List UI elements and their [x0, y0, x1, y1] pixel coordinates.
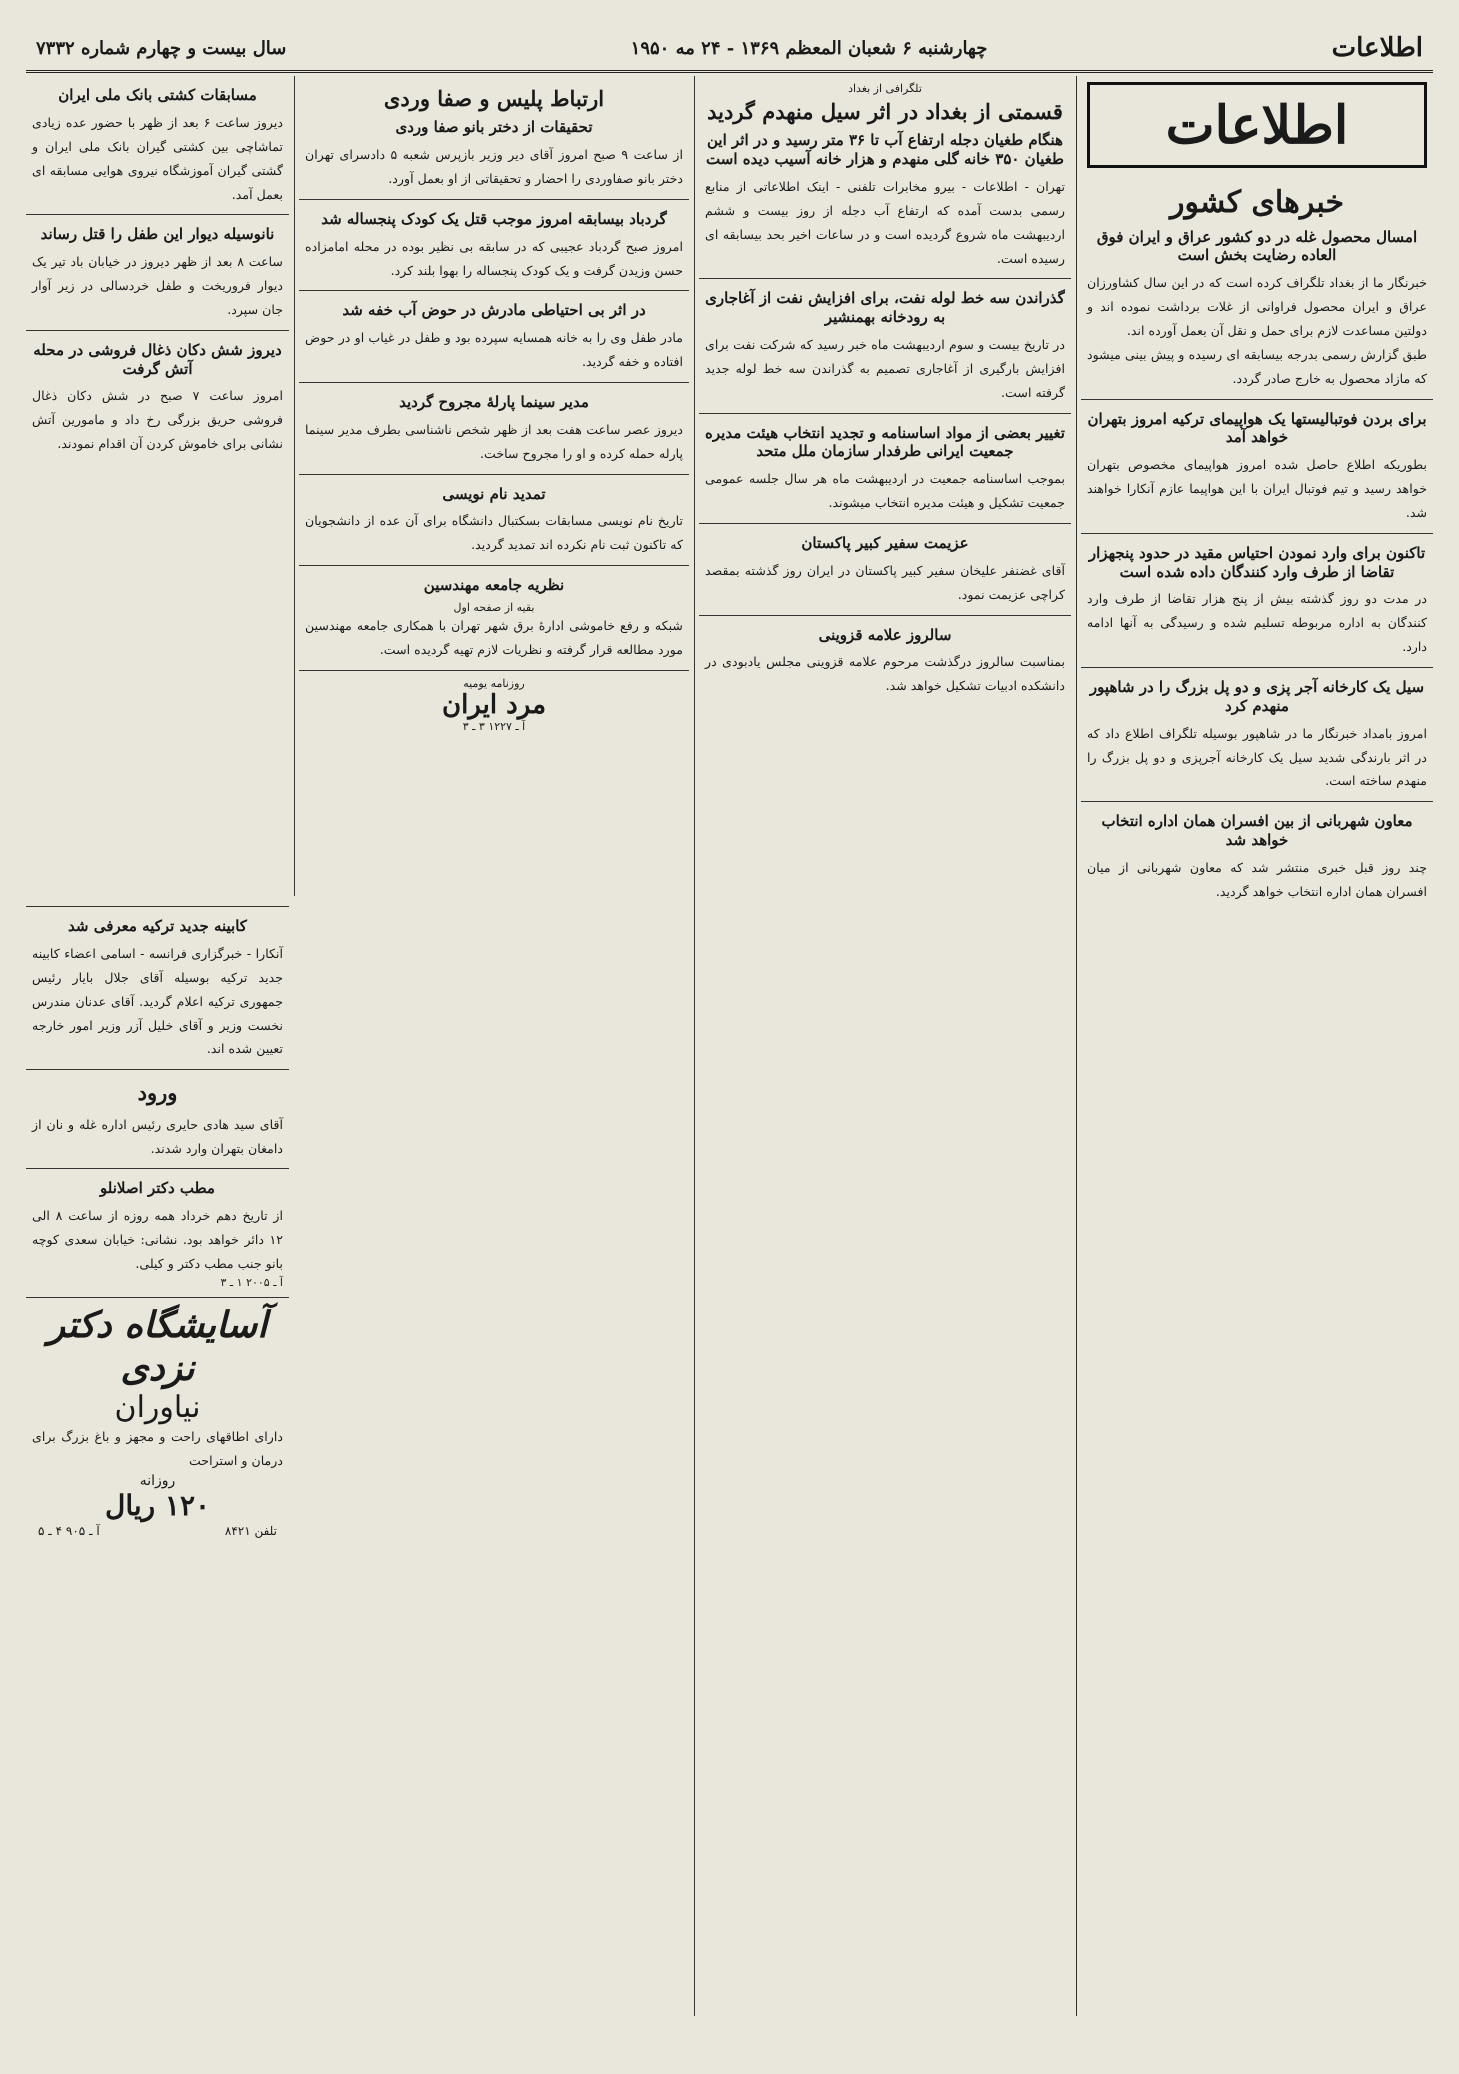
sanatorium-body: دارای اطاقهای راحت و مجهز و باغ بزرگ برای درمان و استراحت	[32, 1429, 283, 1469]
wrestling-news	[26, 76, 289, 215]
clinic-code: آ ـ ۲۰۰۵ ۱ ـ ۳	[220, 1275, 283, 1289]
headline-clinic: مطب دکتر اصلانلو	[100, 1179, 215, 1198]
sanatorium-subtitle: نیاوران	[114, 1390, 201, 1426]
safavardi-news	[299, 76, 689, 200]
headline-engineers: نظریه جامعه مهندسین	[423, 576, 565, 595]
article-pipe: در تاریخ بیست و سوم اردیبهشت ماه خبر رسید که شرکت نفت برای افزایش بارگیری از آغاجاری تصمیم به گذراندن سه خط لوله جدید گرفته است.	[705, 336, 1065, 400]
sanatorium-price-label: روزانه	[139, 1473, 176, 1490]
headline-anniversary: سالروز علامه قزوینی	[818, 625, 952, 644]
sanatorium-phone: تلفن ۸۴۲۱	[224, 1524, 277, 1539]
article-drowning: مادر طفل وی را به خانه همسایه سپرده بود و طفل در غیاب او در حوض افتاده و خفه گردید.	[305, 330, 683, 370]
sanatorium-title: آسایشگاه دکتر نزدی	[47, 1303, 268, 1390]
anniversary	[699, 616, 1071, 707]
article-import: در مدت دو روز گذشته بیش از پنج هزار تقاضا از طرف وارد کنندگان به اداره مربوطه تسلیم شده و رسیدگی به آنها ادامه دارد.	[1087, 591, 1427, 655]
article-flood: امروز بامداد خبرنگار ما در شاهپور بوسیله تلگراف اطلاع داد که در اثر بارندگی شدید سیل یک کارخانه آجرپزی و دو پل بزرگ را منهدم ساخته است.	[1087, 725, 1427, 789]
football-news	[1081, 400, 1433, 534]
import-news	[1081, 534, 1433, 668]
sanatorium-price: ۱۲۰ ریال	[104, 1489, 211, 1523]
headline-pipe: گذراندن سه خط لوله نفت، برای افزایش نفت از آغاجاری به رودخانه بهمنشیر	[705, 289, 1065, 327]
newspaper-page	[26, 26, 1433, 2022]
article-grain-1: خبرنگار ما از بغداد تلگراف کرده است که در این سال کشاورزان عراق و ایران محصول فراوانی از غلات برداشت نموده اند و دولتین مساعدت لازم برای حمل و نقل آن بعمل آورده اند.	[1087, 275, 1427, 338]
headline-baghdad: قسمتی از بغداد در اثر سیل منهدم گردید	[707, 99, 1063, 124]
baghdad-flood	[699, 76, 1071, 279]
headline-pakistan: عزیمت سفیر کبیر پاکستان	[801, 534, 969, 553]
masthead-date: چهارشنبه ۶ شعبان المعظم ۱۳۶۹ - ۲۴ مه ۱۹۵۰	[630, 37, 988, 59]
fire-news	[26, 331, 289, 464]
weekly-code: آ ـ ۱۲۲۷ ۳ ـ ۳	[462, 719, 526, 733]
article-fire: امروز ساعت ۷ صبح در شش دکان ذغال فروشی حریق بزرگی رخ داد و مامورین آتش نشانی برای خاموش کردن آن اقدام نمودند.	[32, 388, 283, 452]
continued-note: بقیه از صفحه اول	[453, 600, 535, 614]
article-wall: ساعت ۸ بعد از ظهر دیروز در خیابان باد تیر یک دیوار فروریخت و طفل خردسالی در زیر آوار جان سپرد.	[32, 254, 283, 318]
sanatorium-ad	[26, 1298, 289, 1548]
pakistan-ambassador	[699, 524, 1071, 616]
sanatorium-footer	[32, 1522, 283, 1540]
article-pakistan: آقای غضنفر علیخان سفیر کبیر پاکستان در ایران روز گذشته بمقصد کراچی عزیمت نمود.	[705, 562, 1065, 602]
oil-pipe	[699, 279, 1071, 413]
article-baghdad: تهران - اطلاعات - بیرو مخابرات تلفنی - اینک اطلاعاتی از منابع رسمی بدست آمده که ارتفاع آب دجله از روز بیست و ششم اردیبهشت ماه شروع گردیده است و در ساعات اخیر بحد بیسابقه ای رسیده است.	[705, 178, 1065, 266]
article-wrestling: دیروز ساعت ۶ بعد از ظهر با حضور عده زیادی تماشاچی بین کشتی گیران بانک ملی ایران و گشتی گیران آموزشگاه نیروی هوایی مسابقه ای بعمل آمد.	[32, 114, 283, 202]
headline-registration: تمدید نام نویسی	[442, 484, 546, 503]
column-divider	[1076, 76, 1077, 2016]
headline-arrival: ورود	[137, 1080, 178, 1106]
article-anniversary: بمناسبت سالروز درگذشت مرحوم علامه قزوینی مجلس یادبودی در دانشکده ادبیات تشکیل خواهد شد.	[705, 654, 1065, 694]
headline-flood: سیل یک کارخانه آجر پزی و دو پل بزرگ را در شاهپور منهدم کرد	[1089, 678, 1425, 715]
weekly-title: روزنامه یومیه	[463, 676, 525, 690]
mard-iran-ad	[299, 671, 689, 741]
article-cabinet: آنکارا - خبرگزاری فرانسه - اسامی اعضاء کابینه جدید ترکیه بوسیله آقای جلال بایار رئیس جمهوری ترکیه اعلام گردید. آقای عدنان مندرس نخست وزیر و آقای خلیل آزر وزیر امور خارجه تعیین شده اند.	[32, 945, 283, 1057]
masthead	[26, 26, 1433, 73]
column-divider	[694, 76, 695, 2016]
sanatorium-code: آ ـ ۹۰۵ ۴ ـ ۵	[38, 1524, 100, 1539]
cinema-news	[299, 383, 689, 475]
headline-wrestling: مسابقات کشتی بانک ملی ایران	[58, 86, 257, 104]
headline-grain: امسال محصول غله در دو کشور عراق و ایران فوق العاده رضایت بخش است	[1096, 227, 1418, 265]
masthead-volume: سال بیست و چهارم شماره ۷۳۳۲	[36, 37, 287, 59]
headline-fire: دیروز شش دکان ذغال فروشی در محله آتش گرفت	[33, 340, 282, 378]
whirlwind-news	[299, 200, 689, 292]
headline-whirlwind: گردباد بیسابقه امروز موجب قتل یک کودک پنجساله شد	[321, 209, 667, 228]
national-news	[1081, 174, 1433, 400]
subhead-safavardi: تحقیقات از دختر بانو صفا وردی	[395, 118, 593, 137]
registration-news	[299, 475, 689, 567]
headline-import: تاکنون برای وارد نمودن احتیاس مقید در حدود پنجهزار تقاضا از طرف وارد کنندگان داده شده است	[1088, 543, 1426, 581]
masthead-issue: اطلاعات	[1331, 33, 1423, 63]
article-safavardi: از ساعت ۹ صبح امروز آقای دیر وزیر بازپرس شعبه ۵ دادسرای تهران دختر بانو صفاوردی را احضار و تحقیقاتی از او بعمل آورد.	[305, 147, 683, 186]
headline-safavardi: ارتباط پلیس و صفا وردی	[383, 86, 605, 111]
headline-un: تغییر بعضی از مواد اساسنامه و تجدید انتخاب هیئت مدیره جمعیت ایرانی طرفدار سازمان ملل متحد	[705, 423, 1065, 461]
lower-left-area	[26, 906, 289, 2017]
headline-police-deputy: معاون شهربانی از بین افسران همان اداره انتخاب خواهد شد	[1101, 812, 1413, 850]
un-society	[699, 414, 1071, 524]
flood-news	[1081, 668, 1433, 802]
subhead-baghdad: هنگام طغیان دجله ارتفاع آب تا ۳۶ متر رسید و در اثر این طغیان ۳۵۰ خانه گلی منهدم و هزار خانه آسیب دیده است	[706, 131, 1064, 168]
newspaper-logo: اطلاعات	[1087, 82, 1427, 168]
headline-drowning: در اثر بی احتیاطی مادرش در حوض آب خفه شد	[342, 301, 646, 320]
clinic-ad	[26, 1169, 289, 1298]
headline-wall: نانوسیله دیوار این طفل را قتل رساند	[40, 225, 275, 244]
headline-cabinet: کابینه جدید ترکیه معرفی شد	[68, 917, 247, 935]
wall-news	[26, 215, 289, 331]
weekly-name: مرد ایران	[441, 689, 547, 720]
article-whirlwind: امروز صبح گردباد عجیبی که در سابقه بی نظیر بوده در محله امامزاده حسن وزیدن گرفت و یک کودک پنجساله را بهوا بلند کرد.	[305, 238, 683, 278]
column-divider	[294, 76, 295, 896]
article-arrival: آقای سید هادی حایری رئیس اداره غله و نان از دامغان بتهران وارد شدند.	[32, 1116, 283, 1156]
section-title: خبرهای کشور	[1169, 185, 1345, 220]
headline-football: برای بردن فوتبالیستها یک هواپیمای ترکیه امروز بتهران خواهد آمد	[1087, 409, 1427, 447]
column-3	[299, 76, 689, 2016]
column-4	[26, 76, 289, 896]
article-un: بموجب اساسنامه جمعیت در اردیبهشت ماه هر سال جلسه عمومی جمعیت تشکیل و هیئت مدیره انتخاب میشوند.	[705, 471, 1065, 511]
headline-cinema: مدیر سینما پارلهٔ مجروح گردید	[399, 393, 589, 412]
cabinet-news	[26, 907, 289, 1070]
column-1	[1081, 76, 1433, 2016]
arrival-news	[26, 1070, 289, 1169]
article-cinema: دیروز عصر ساعت هفت بعد از ظهر شخص ناشناسی بطرف مدیر سینما پارله حمله کرده و او را مجروح ساخت.	[305, 421, 683, 461]
article-police-deputy: چند روز قبل خبری منتشر شد که معاون شهربانی از میان افسران همان اداره انتخاب خواهد گردید.	[1087, 859, 1427, 899]
article-registration: تاریخ نام نویسی مسابقات بسکتبال دانشگاه برای آن عده از دانشجویان که تاکنون ثبت نام نکرده اند تمدید گردید.	[305, 513, 683, 553]
telegram-source: تلگرافی از بغداد	[848, 82, 922, 95]
engineers-news	[299, 566, 689, 671]
article-clinic: از تاریخ دهم خرداد همه روزه از ساعت ۸ الی ۱۲ دائر خواهد بود. نشانی: خیابان سعدی کوچه بانو جنب مطب دکتر و کیلی.	[32, 1208, 283, 1272]
police-news	[1081, 802, 1433, 911]
column-2	[699, 76, 1071, 2016]
article-football: بطوریکه اطلاع حاصل شده امروز هواپیمای مخصوص بتهران خواهد رسید و تیم فوتبال ایران با این هواپیما عازم آنکارا خواهند شد.	[1087, 457, 1427, 520]
article-grain-2: طبق گزارش رسمی بدرجه بیسابقه ای رسیده و پیش بینی میشود که مازاد محصول به خارج صادر گردد.	[1087, 346, 1427, 386]
drowning-news	[299, 291, 689, 383]
article-engineers: شبکه و رفع خاموشی ادارهٔ برق شهر تهران با همکاری جامعه مهندسین مورد مطالعه قرار گرفته و نظریات لازم تهیه گردیده است.	[305, 617, 683, 657]
